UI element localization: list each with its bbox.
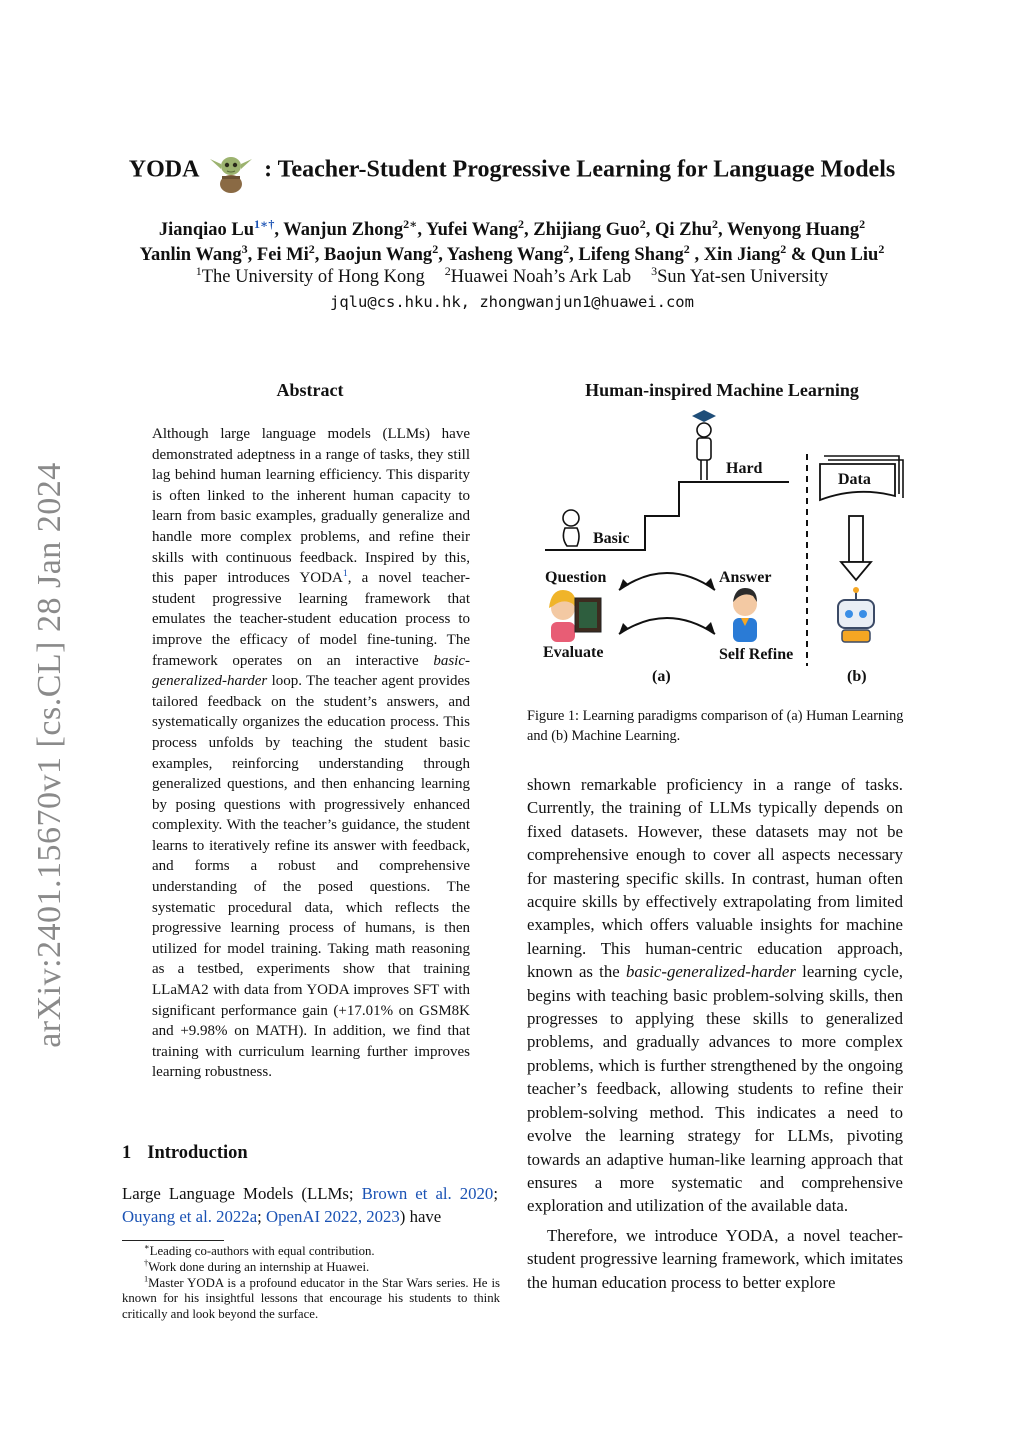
author-separator: , xyxy=(718,220,727,240)
citation-link[interactable]: Brown et al. 2020 xyxy=(361,1184,494,1203)
paragraph-text: learning cycle, begins with teaching basic problem-solving skills, then progresses to applying these skills to generalized problems, and gradually advances to more complex problems, which is further strengthened by the ongoing teacher’s feedback, allowing students to refine their problem-solving method. This indicates a need to evolve the learning strategy for LLMs, pivoting towards an adaptive human-like learning approach that ensures a more systematic and comprehensive exploration and utilization of the available data. xyxy=(527,962,904,1216)
abstract-body xyxy=(152,424,470,1083)
author-name: Xin Jiang xyxy=(703,245,781,265)
author-affiliation-mark: 2 xyxy=(780,241,787,256)
staircase-line xyxy=(545,482,789,550)
author-separator: , xyxy=(247,245,257,265)
footnote-mark: † xyxy=(144,1258,149,1268)
author-name: Wanjun Zhong xyxy=(283,220,404,240)
affiliations xyxy=(60,263,964,288)
affiliation: $^1$The University of Hong Kong xyxy=(195,263,425,287)
author-separator: , xyxy=(645,220,655,240)
section-heading-introduction xyxy=(122,1143,248,1164)
section-title: Introduction xyxy=(147,1143,248,1163)
intro-paragraph xyxy=(122,1182,498,1229)
author-name: Baojun Wang xyxy=(324,245,433,265)
author-separator: , xyxy=(314,245,325,265)
arxiv-identifier: arXiv:2401.15670v1 [cs.CL] 28 Jan 2024 xyxy=(31,462,68,1048)
author-emails: jqlu@cs.hku.hk, zhongwanjun1@huawei.com xyxy=(330,293,694,311)
paper-title xyxy=(0,148,1024,194)
graduate-icon xyxy=(692,410,716,480)
author-affiliation-mark: 2 xyxy=(639,216,646,231)
down-arrow-icon xyxy=(841,516,871,580)
teacher-icon xyxy=(549,590,601,642)
affiliation-mark: 2 xyxy=(444,263,451,278)
footnote xyxy=(122,1260,500,1276)
author-separator: , xyxy=(274,220,284,240)
paragraph-emphasis: basic-generalized-harder xyxy=(625,962,796,982)
label-basic: Basic xyxy=(593,530,630,547)
author-affiliation-mark: 3 xyxy=(241,241,248,256)
author-name: Yasheng Wang xyxy=(446,245,564,265)
footnote-ref[interactable]: 1 xyxy=(342,568,348,580)
label-question: Question xyxy=(545,569,607,586)
affiliation-mark: 3 xyxy=(651,263,658,278)
author-affiliation-mark: 2 xyxy=(563,241,570,256)
author-separator: , xyxy=(524,220,534,240)
intro-text: ) have xyxy=(399,1207,442,1227)
abstract-emphasis: basic-generalized-harder xyxy=(152,652,470,690)
yoda-icon xyxy=(208,148,254,194)
cycle-arrow-top xyxy=(619,573,715,590)
author-separator: , xyxy=(689,245,704,265)
author-separator: & xyxy=(786,245,811,265)
label-evaluate: Evaluate xyxy=(543,644,604,661)
title-name: YODA xyxy=(128,156,199,183)
author-affiliation-mark: 2 xyxy=(518,216,525,231)
title-text: : Teacher-Student Progressive Learning for Language Models xyxy=(264,156,896,183)
citation-link[interactable]: OpenAI 2022, 2023 xyxy=(266,1207,400,1227)
author-separator: , xyxy=(438,245,447,265)
abstract-heading: Abstract xyxy=(276,380,344,400)
affiliation: $^3$Sun Yat-sen University xyxy=(651,263,829,287)
author-name: Jianqiao Lu xyxy=(158,220,255,240)
cycle-arrow-bottom xyxy=(619,618,715,634)
section-number: 1 xyxy=(122,1143,132,1163)
footnote-text: Leading co-authors with equal contribution. xyxy=(149,1244,375,1258)
author-affiliation-mark: 2 xyxy=(878,241,885,256)
footnote-divider xyxy=(122,1240,224,1241)
label-answer: Answer xyxy=(719,569,772,586)
student-basic-icon xyxy=(563,510,579,546)
footnotes xyxy=(122,1244,500,1323)
author-name: Yanlin Wang xyxy=(139,245,242,265)
paragraph-text: shown remarkable proficiency in a range of tasks. Currently, the training of LLMs typically depends on fixed datasets. However, these datasets may not be comprehensive enough to cover all aspects necessary for mastering specific skills. In contrast, human often acquire skills by effectively extrapolating from limited examples, which offers valuable insights for machine learning. This human-centric education approach, known as the xyxy=(527,775,903,982)
figure-title: Human-inspired Machine Learning xyxy=(585,380,859,400)
paragraph xyxy=(527,773,903,1218)
author-name: Fei Mi xyxy=(256,245,309,265)
author-name: Qun Liu xyxy=(810,245,879,265)
figure-caption: Figure 1: Learning paradigms comparison of (a) Human Learning and (b) Machine Learning. xyxy=(527,708,904,744)
author-list xyxy=(60,218,964,268)
footnote xyxy=(122,1244,500,1260)
author-separator: , xyxy=(417,220,426,240)
author-affiliation-mark: 1∗† xyxy=(254,216,275,231)
abstract-text-2: , a novel teacher-student progressive learning framework that emulates the teacher-student education process to improve the efficacy of model fine-tuning. The framework operates on an interactive xyxy=(152,570,470,669)
intro-text: ; xyxy=(493,1184,498,1203)
citation-link[interactable]: Ouyang et al. 2022a xyxy=(122,1207,258,1227)
author-affiliation-mark: 2 xyxy=(712,216,719,231)
author-affiliation-mark: 2 xyxy=(859,216,866,231)
footnote xyxy=(122,1276,500,1323)
affiliation-mark: 1 xyxy=(195,263,202,278)
figure-1 xyxy=(527,378,907,698)
author-affiliation-mark: 2 xyxy=(308,241,315,256)
robot-icon xyxy=(838,587,874,642)
footnote-mark: 1 xyxy=(144,1274,149,1284)
paragraph: Therefore, we introduce YODA, a novel teacher-student progressive learning framework, which imitates the human education process to better explore xyxy=(527,1225,903,1292)
abstract-text-3: loop. The teacher agent provides tailored feedback on the student’s answers, and systematically organizes the education process. This process unfolds by teaching the student basic examples, reinforcing understanding through generalized questions, and then enhancing learning by posing questions with progressively enhanced complexity. With the teacher’s guidance, the student learns to iteratively refine its answer with feedback, and forms a robust and comprehensive understanding of the posed questions. The systematic procedural data, which reflects the progressive learning process of humans, is then utilized for model training. Taking math reasoning as a testbed, experiments show that training LLaMA2 with data from YODA improves SFT with significant performance gain (+17.01% on GSM8K and +9.98% on MATH). In addition, we find that training with curriculum learning further improves learning robustness. xyxy=(152,673,470,1081)
author-name: Yufei Wang xyxy=(425,220,518,240)
footnote-text: Master YODA is a profound educator in the Star Wars series. He is known for his insightful lessons that encourage his students to think critically and look beyond the surface. xyxy=(122,1275,500,1322)
author-affiliation-mark: 2 xyxy=(432,241,439,256)
author-separator: , xyxy=(569,245,579,265)
label-a: (a) xyxy=(652,668,671,685)
footnote-text: Work done during an internship at Huawei. xyxy=(148,1259,370,1274)
label-data: Data xyxy=(838,471,871,488)
abstract-text-1: Although large language models (LLMs) have demonstrated adeptness in a range of tasks, they still lag behind human learning efficiency. This disparity is often linked to the inherent human capacity to learn from basic examples, gradually generalize and handle more complex problems, and refine their skills with continuous feedback. Inspired by this, this paper introduces YODA xyxy=(152,426,470,587)
label-b: (b) xyxy=(847,668,867,685)
intro-text: ; xyxy=(257,1207,267,1227)
affiliation: $^2$Huawei Noah’s Ark Lab xyxy=(444,263,632,287)
author-affiliation-mark: 2∗ xyxy=(403,216,418,231)
author-name: Qi Zhu xyxy=(654,220,713,240)
author-name: Lifeng Shang xyxy=(578,245,684,265)
intro-text: Large Language Models (LLMs; xyxy=(122,1184,362,1203)
footnote-mark: ∗ xyxy=(144,1242,150,1252)
author-name: Wenyong Huang xyxy=(726,220,860,240)
right-column-text xyxy=(527,773,903,1294)
label-hard: Hard xyxy=(726,460,763,477)
student-answer-icon xyxy=(733,588,757,642)
author-name: Zhijiang Guo xyxy=(533,220,640,240)
author-affiliation-mark: 2 xyxy=(683,241,690,256)
label-self-refine: Self Refine xyxy=(719,646,794,663)
